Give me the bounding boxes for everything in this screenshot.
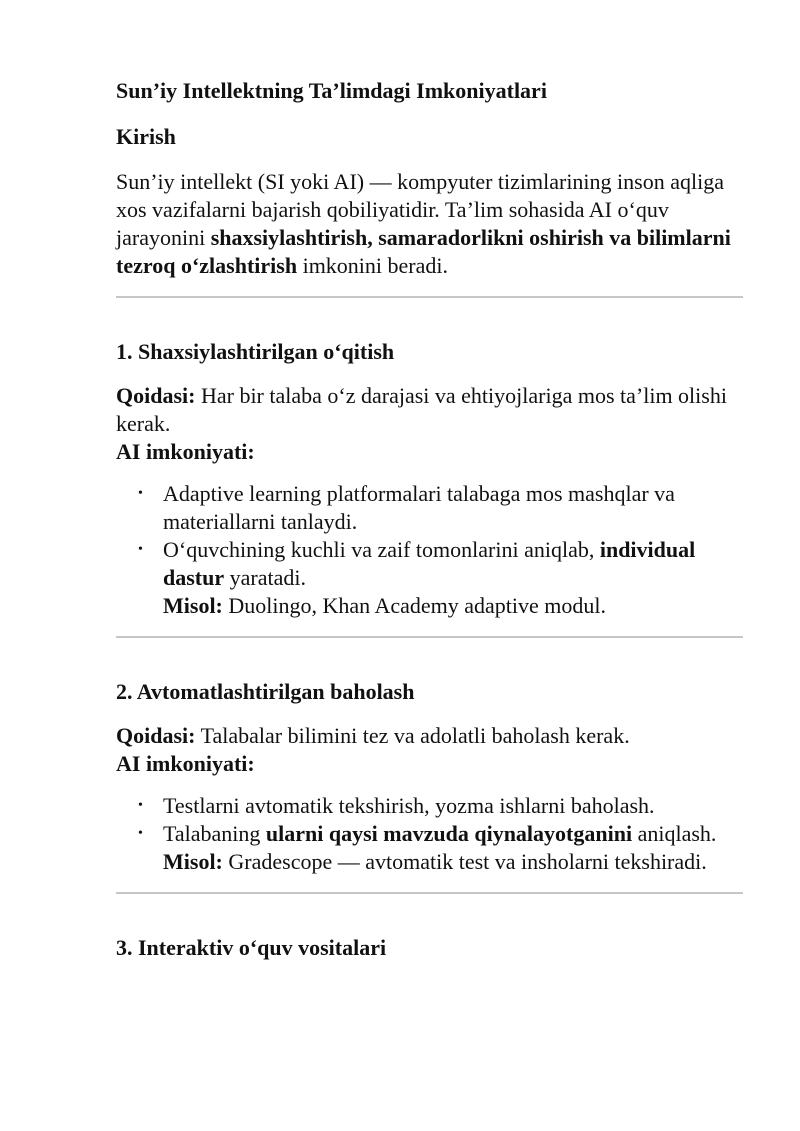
example-label: Misol: bbox=[163, 849, 223, 874]
ai-label: AI imkoniyati: bbox=[116, 439, 255, 464]
bullet-text: Testlarni avtomatik tekshirish, yozma ishlarni baholash. bbox=[163, 793, 655, 818]
ai-label: AI imkoniyati: bbox=[116, 751, 255, 776]
section-divider bbox=[116, 636, 743, 638]
bullet-icon: • bbox=[138, 798, 143, 813]
list-item bbox=[116, 792, 743, 820]
document-page bbox=[116, 76, 743, 962]
example-line bbox=[163, 848, 743, 876]
list-item bbox=[116, 480, 743, 536]
example-text: Gradescope — avtomatik test va insholarni tekshiradi. bbox=[222, 849, 707, 874]
bullet-text-pre: Talabaning bbox=[163, 821, 266, 846]
example-text: Duolingo, Khan Academy adaptive modul. bbox=[222, 593, 606, 618]
bullet-text-pre: O‘quvchining kuchli va zaif tomonlarini aniqlab, bbox=[163, 537, 600, 562]
bullet-icon: • bbox=[138, 486, 143, 501]
bullet-bold-text: individual dastur bbox=[163, 537, 696, 590]
section-divider bbox=[116, 296, 743, 298]
list-item bbox=[116, 536, 743, 620]
rule-label: Qoidasi: bbox=[116, 723, 196, 748]
bullet-list bbox=[116, 480, 743, 620]
example-line bbox=[163, 592, 743, 620]
section-title: 3. Interaktiv o‘quv vositalari bbox=[116, 935, 387, 960]
section-divider bbox=[116, 892, 743, 894]
document-title: Sun’iy Intellektning Ta’limdagi Imkoniyatlari bbox=[116, 78, 547, 103]
intro-bold-text: shaxsiylashtirish, samaradorlikni oshirish va bilimlarni tezroq o‘zlashtirish bbox=[116, 225, 731, 278]
intro-text-2: imkonini beradi. bbox=[297, 253, 448, 278]
rule-text: Har bir talaba o‘z darajasi va ehtiyojlariga mos ta’lim olishi kerak. bbox=[116, 383, 727, 436]
rule-label: Qoidasi: bbox=[116, 383, 196, 408]
section-title: 2. Avtomatlashtirilgan baholash bbox=[116, 679, 415, 704]
bullet-bold-text: ularni qaysi mavzuda qiynalayotganini bbox=[265, 821, 633, 846]
example-label: Misol: bbox=[163, 593, 223, 618]
list-item bbox=[116, 820, 743, 876]
bullet-list bbox=[116, 792, 743, 876]
rule-line bbox=[116, 382, 743, 438]
rule-text: Talabalar bilimini tez va adolatli baholash kerak. bbox=[195, 723, 630, 748]
bullet-text-post: aniqlash. bbox=[632, 821, 717, 846]
bullet-text-post: yaratadi. bbox=[224, 565, 306, 590]
intro-heading: Kirish bbox=[116, 124, 176, 149]
intro-text-1: Sun’iy intellekt (SI yoki AI) — kompyuter tizimlarining inson aqliga xos vazifalarni bajarish qobiliyatidir. Ta’lim sohasida AI o‘quv jarayonini bbox=[116, 169, 724, 250]
intro-paragraph bbox=[116, 168, 743, 280]
bullet-text: Adaptive learning platformalari talabaga mos mashqlar va materiallarni tanlaydi. bbox=[163, 481, 675, 534]
rule-line bbox=[116, 722, 743, 750]
section-title: 1. Shaxsiylashtirilgan o‘qitish bbox=[116, 339, 395, 364]
bullet-icon: • bbox=[138, 542, 143, 557]
bullet-icon: • bbox=[138, 826, 143, 841]
